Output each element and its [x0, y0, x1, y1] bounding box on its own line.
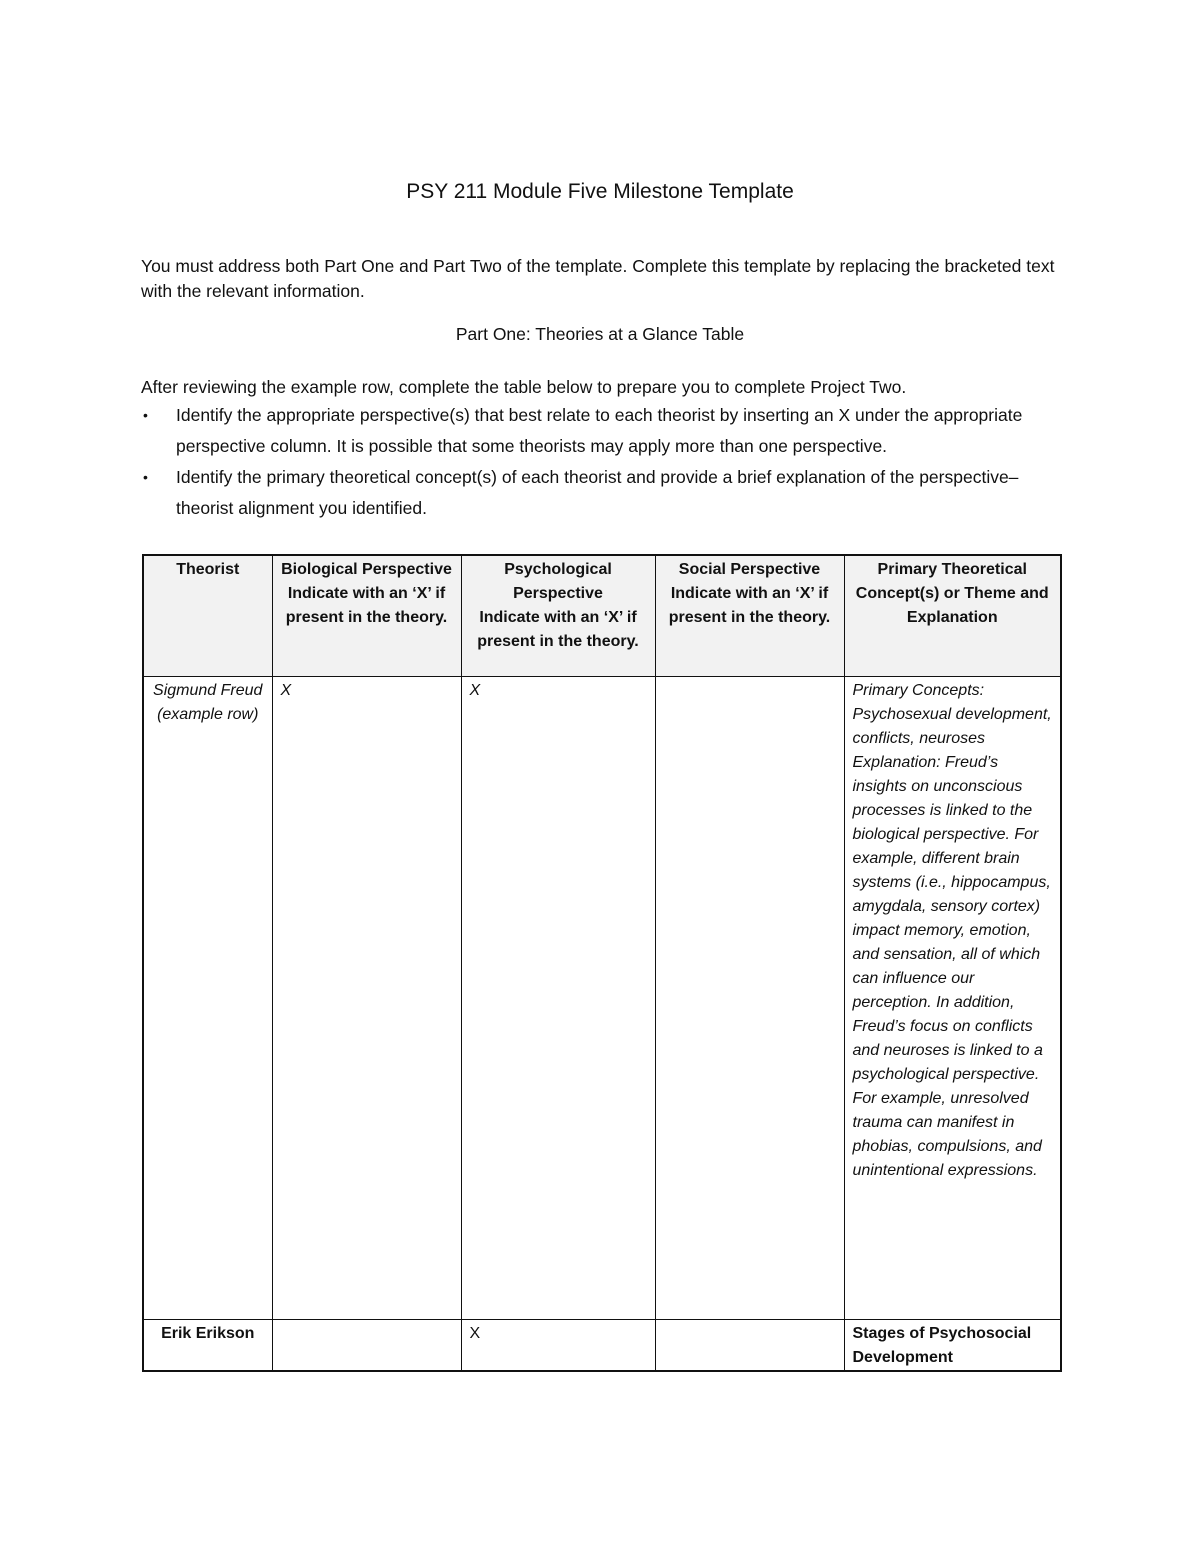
- table-row: [143, 1320, 1061, 1372]
- cell-concepts: Stages of Psychosocial Development: [844, 1320, 1061, 1372]
- header-psychological-title: Psychological Perspective: [504, 561, 612, 602]
- bullet-text: Identify the appropriate perspective(s) that best relate to each theorist by inserting an X under the appropriate perspective column. It is possible that some theorists may apply more than one perspective.: [176, 405, 1023, 456]
- cell-social: [655, 1320, 844, 1372]
- cell-concepts: [844, 677, 1061, 1320]
- header-psychological: [461, 555, 655, 677]
- bullet-icon: •: [143, 469, 148, 485]
- table-row: [143, 677, 1061, 1320]
- instructions-paragraph: After reviewing the example row, complete the table below to prepare you to complete Project Two.: [141, 377, 907, 397]
- bullet-text: Identify the primary theoretical concept(s) of each theorist and provide a brief explanation of the perspective–theorist alignment you identified.: [176, 467, 1019, 518]
- cell-biological: X: [272, 677, 461, 1320]
- theories-table: [142, 554, 1062, 1372]
- cell-biological: [272, 1320, 461, 1372]
- table-header-row: [143, 555, 1061, 677]
- intro-paragraph: You must address both Part One and Part Two of the template. Complete this template by replacing the bracketed text with the relevant information.: [141, 256, 1055, 301]
- instruction-bullets: [141, 400, 1061, 524]
- cell-concepts-explanation: Explanation: Freud’s insights on unconscious processes is linked to the biological perspective. For example, different brain systems (i.e., hippocampus, amygdala, sensory cortex) impact memory, emotion, and sensation, all of which can influence our perception. In addition, Freud’s focus on conflicts and neuroses is linked to a psychological perspective. For example, unresolved trauma can manifest in phobias, compulsions, and unintentional expressions.: [852, 754, 1051, 1179]
- bullet-icon: •: [143, 407, 148, 423]
- header-biological: [272, 555, 461, 677]
- header-psychological-note: Indicate with an ‘X’ if present in the theory.: [477, 609, 639, 650]
- cell-concepts-primary: Primary Concepts: Psychosexual development, conflicts, neuroses: [852, 682, 1052, 747]
- cell-social: [655, 677, 844, 1320]
- header-social-note: Indicate with an ‘X’ if present in the theory.: [668, 585, 831, 626]
- header-biological-note: Indicate with an ‘X’ if present in the theory.: [285, 585, 448, 626]
- header-theorist: Theorist: [143, 555, 272, 677]
- bullet-item: [141, 462, 1061, 524]
- page-title: PSY 211 Module Five Milestone Template: [406, 180, 794, 203]
- header-biological-title: Biological Perspective: [281, 561, 452, 578]
- cell-theorist: Sigmund Freud (example row): [143, 677, 272, 1320]
- bullet-item: [141, 400, 1061, 462]
- cell-psychological: X: [461, 677, 655, 1320]
- header-social-title: Social Perspective: [678, 561, 821, 578]
- header-concepts: Primary Theoretical Concept(s) or Theme and Explanation: [844, 555, 1061, 677]
- header-social: [655, 555, 844, 677]
- part-one-heading: Part One: Theories at a Glance Table: [455, 324, 745, 344]
- cell-psychological: X: [461, 1320, 655, 1372]
- cell-theorist: Erik Erikson: [143, 1320, 272, 1372]
